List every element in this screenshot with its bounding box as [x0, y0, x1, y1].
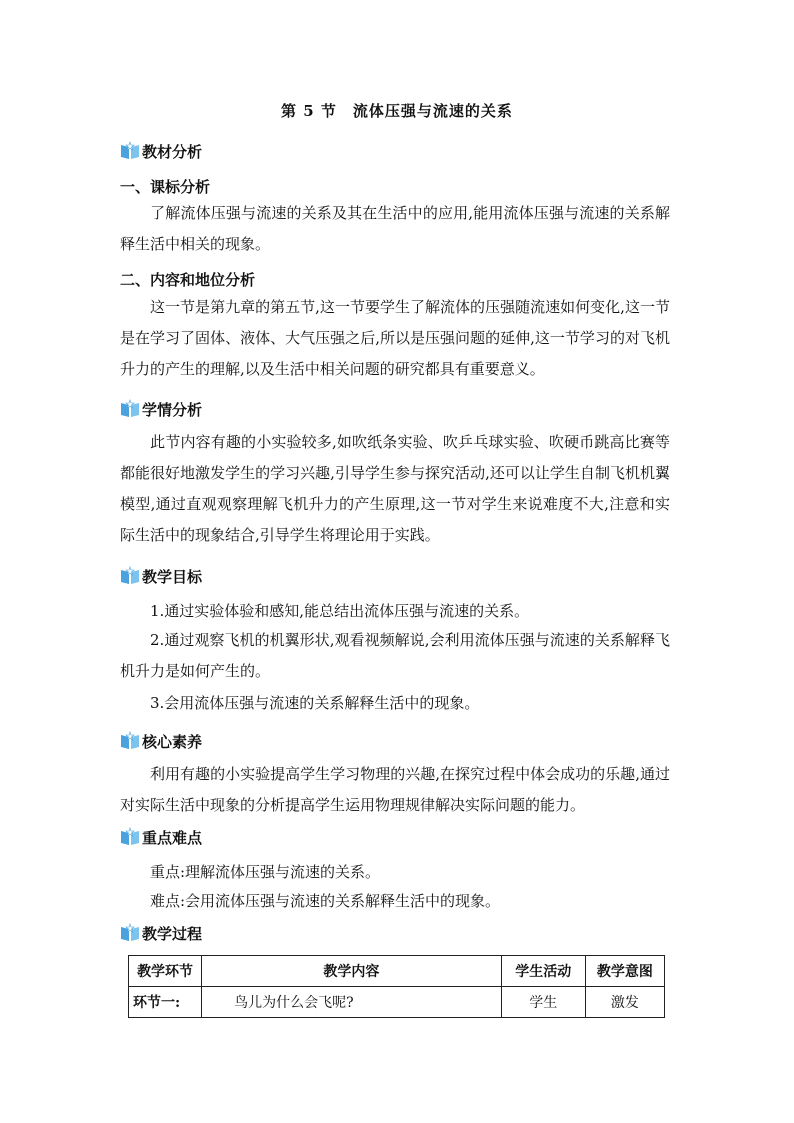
section-header-jiaocai	[120, 140, 202, 162]
paragraph-text: 2.通过观察飞机的机翼形状,观看视频解说,会利用流体压强与流速的关系解释飞机升力是如何产生的。	[120, 631, 670, 680]
table-cell: 环节一:	[129, 987, 202, 1018]
paragraph-xueqing	[120, 427, 670, 551]
book-icon	[120, 399, 140, 419]
section-title: 核心素养	[142, 732, 203, 751]
subheading-neirong: 二、内容和地位分析	[120, 271, 256, 289]
section-title: 教学目标	[142, 567, 203, 586]
paragraph-kebiao	[120, 198, 670, 260]
section-header-zhongnan	[120, 826, 202, 848]
subheading-kebiao: 一、课标分析	[120, 178, 211, 196]
teaching-process-table	[128, 955, 665, 1018]
section-header-xueqing	[120, 398, 202, 420]
goal-item: 3.会用流体压强与流速的关系解释生活中的现象。	[150, 694, 480, 712]
page-title: 第 5 节 流体压强与流速的关系	[281, 102, 513, 120]
table-cell: 鸟儿为什么会飞呢?	[202, 987, 502, 1018]
table-header-cell: 学生活动	[501, 956, 585, 987]
book-icon	[120, 827, 140, 847]
table-header-row	[129, 956, 665, 987]
goal-item: 1.通过实验体验和感知,能总结出流体压强与流速的关系。	[150, 602, 530, 620]
table-cell: 激发	[585, 987, 664, 1018]
difficult-point: 难点:会用流体压强与流速的关系解释生活中的现象。	[150, 892, 501, 910]
paragraph-neirong	[120, 292, 670, 385]
book-icon	[120, 566, 140, 586]
table-row	[129, 987, 665, 1018]
section-header-mubiao	[120, 565, 202, 587]
table-header-cell: 教学环节	[129, 956, 202, 987]
paragraph-text: 此节内容有趣的小实验较多,如吹纸条实验、吹乒乓球实验、吹硬币跳高比赛等都能很好地激发学生的学习兴趣,引导学生参与探究活动,还可以让学生自制飞机机翼模型,通过直观观察理解飞机升力的产生原理,这一节对学生来说难度不大,注意和实际生活中的现象结合,引导学生将理论用于实践。	[120, 433, 670, 544]
paragraph-text: 了解流体压强与流速的关系及其在生活中的应用,能用流体压强与流速的关系解释生活中相关的现象。	[120, 204, 670, 253]
section-header-guocheng	[120, 922, 202, 944]
table-header-cell: 教学内容	[202, 956, 502, 987]
section-title: 教学过程	[142, 924, 203, 943]
goal-item	[120, 625, 670, 687]
book-icon	[120, 731, 140, 751]
paragraph-text: 利用有趣的小实验提高学生学习物理的兴趣,在探究过程中体会成功的乐趣,通过对实际生活中现象的分析提高学生运用物理规律解决实际问题的能力。	[120, 765, 670, 814]
paragraph-text: 这一节是第九章的第五节,这一节要学生了解流体的压强随流速如何变化,这一节是在学习了固体、液体、大气压强之后,所以是压强问题的延伸,这一节学习的对飞机升力的产生的理解,以及生活中相关问题的研究都具有重要意义。	[120, 298, 670, 378]
book-icon	[120, 141, 140, 161]
table-cell: 学生	[501, 987, 585, 1018]
section-header-suyang	[120, 730, 202, 752]
key-point: 重点:理解流体压强与流速的关系。	[150, 863, 381, 881]
section-title: 教材分析	[142, 142, 203, 161]
paragraph-suyang	[120, 759, 670, 821]
section-title: 重点难点	[142, 828, 203, 847]
table-header-cell: 教学意图	[585, 956, 664, 987]
book-icon	[120, 923, 140, 943]
section-title: 学情分析	[142, 400, 203, 419]
